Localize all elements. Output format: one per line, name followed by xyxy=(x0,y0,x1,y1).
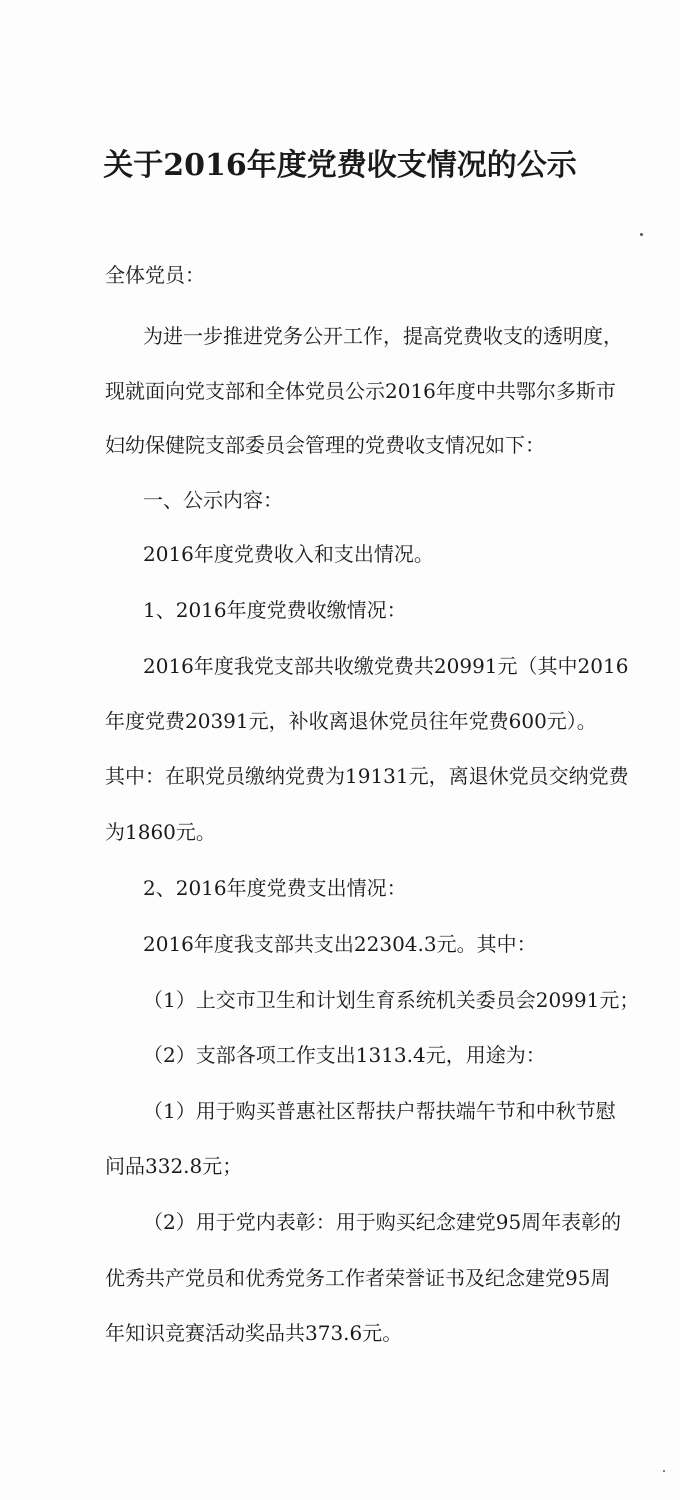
paragraph-line: 为进一步推进党务公开工作，提高党费收支的透明度， xyxy=(143,324,623,348)
subsection-heading: 2、2016年度党费支出情况： xyxy=(143,876,407,900)
subsection-heading: 1、2016年度党费收缴情况： xyxy=(143,598,407,622)
document-title: 关于2016年度党费收支情况的公示 xyxy=(103,148,577,183)
paragraph-line: 为1860元。 xyxy=(105,820,216,844)
paragraph-line: 年度党费20391元，补收离退休党员往年党费600元）。 xyxy=(105,709,597,733)
scan-speck xyxy=(663,1470,665,1472)
paragraph-line: 年知识竞赛活动奖品共373.6元。 xyxy=(105,1321,403,1345)
paragraph-line: 问品332.8元； xyxy=(105,1154,243,1178)
paragraph-line: 其中：在职党员缴纳党费为19131元，离退休党员交纳党费 xyxy=(105,764,629,788)
list-item: （1）用于购买普惠社区帮扶户帮扶端午节和中秋节慰 xyxy=(143,1099,616,1123)
paragraph-line: 2016年度我党支部共收缴党费共20991元（其中2016 xyxy=(143,654,629,678)
scan-speck xyxy=(640,233,643,236)
paragraph-line: 现就面向党支部和全体党员公示2016年度中共鄂尔多斯市 xyxy=(105,379,616,403)
paragraph-line: 妇幼保健院支部委员会管理的党费收支情况如下： xyxy=(105,433,545,457)
list-item: （1）上交市卫生和计划生育系统机关委员会20991元； xyxy=(143,988,640,1012)
salutation: 全体党员： xyxy=(105,263,205,287)
list-item: （2）用于党内表彰：用于购买纪念建党95周年表彰的 xyxy=(143,1210,622,1234)
section-heading: 一、公示内容： xyxy=(143,488,283,512)
list-item: （2）支部各项工作支出1313.4元，用途为： xyxy=(143,1043,546,1067)
paragraph-line: 2016年度我支部共支出22304.3元。其中： xyxy=(143,932,537,956)
paragraph-line: 优秀共产党员和优秀党务工作者荣誉证书及纪念建党95周 xyxy=(105,1266,611,1290)
paragraph-line: 2016年度党费收入和支出情况。 xyxy=(143,542,434,566)
